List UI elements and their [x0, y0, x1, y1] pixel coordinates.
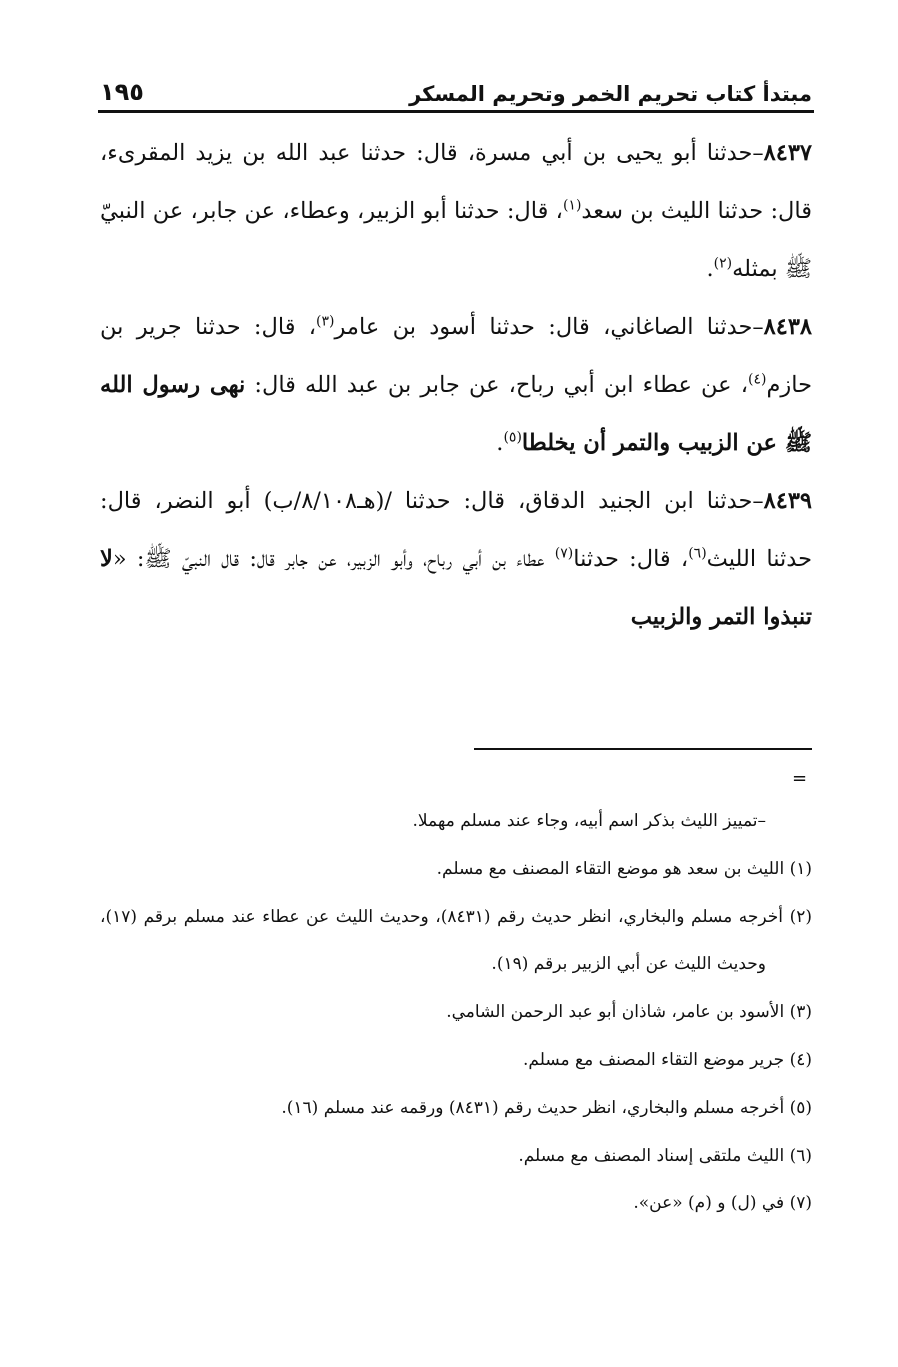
hadith-8439 — [100, 472, 812, 646]
hadith-number: ٨٤٣٨ — [763, 314, 812, 340]
footnote-ref[interactable]: (٣) — [316, 313, 335, 330]
hadith-8437 — [100, 124, 812, 298]
footnote-5: (٥) أخرجه مسلم والبخاري، انظر حديث رقم (٨٤٣١) ورقمه عند مسلم (١٦). — [281, 1097, 812, 1118]
hadith-text: ، قال: حدثنا — [573, 546, 689, 572]
hadith-text: –حدثنا الصاغاني، قال: حدثنا أسود بن عامر — [334, 314, 764, 340]
hadith-text: ، قال: حدثنا جرير بن حازم — [100, 314, 812, 398]
hadith-text: –حدثنا ابن الجنيد الدقاق، قال: حدثنا /(هـ٨/١٠٨/ب) أبو النضر، قال: حدثنا الليث — [100, 488, 812, 572]
hadith-text: ، قال: حدثنا أبو الزبير، وعطاء، عن جابر، عن النبيّ ﷺ بمثله — [100, 198, 812, 282]
running-header — [100, 66, 812, 106]
footnote-6: (٦) الليث ملتقى إسناد المصنف مع مسلم. — [518, 1145, 812, 1166]
hadith-number: ٨٤٣٧ — [763, 140, 812, 166]
footnote-ref[interactable]: (٧) — [554, 545, 574, 562]
footnote-ref[interactable]: (٢) — [713, 255, 733, 272]
footnote-3: (٣) الأسود بن عامر، شاذان أبو عبد الرحمن الشامي. — [446, 1002, 812, 1023]
page-number: ١٩٥ — [100, 78, 144, 106]
footnote-ref[interactable]: (٤) — [747, 371, 767, 388]
footnotes — [100, 798, 812, 1228]
footnote-ref[interactable]: (١) — [562, 197, 582, 214]
hadith-text: –حدثنا أبو يحيى بن أبي مسرة، قال: حدثنا عبد الله بن يزيد المقرىء، قال: حدثنا الليث بن سعد — [100, 140, 812, 224]
hadith-matn-bold: لا تنبذوا التمر والزبيب — [100, 546, 812, 630]
hadith-text: ، عن عطاء ابن أبي رباح، عن جابر بن عبد الله قال: — [245, 372, 748, 398]
main-text — [100, 124, 812, 646]
footnote-continuation: –تمييز الليث بذكر اسم أبيه، وجاء عند مسلم مهملا. — [412, 811, 766, 831]
footnote-ref[interactable]: (٥) — [503, 429, 522, 446]
continuation-mark: = — [792, 768, 808, 789]
hadith-number: ٨٤٣٩ — [763, 488, 812, 514]
hadith-matn-bold: نهى رسول الله ﷺ عن الزبيب والتمر أن يخلطا — [100, 372, 812, 456]
footnote-ref[interactable]: (٦) — [688, 545, 707, 562]
hadith-text: . — [496, 430, 504, 456]
footnote-1: (١) الليث بن سعد هو موضع التقاء المصنف مع مسلم. — [436, 858, 812, 879]
header-title: مبتدأ كتاب تحريم الخمر وتحريم المسكر — [409, 82, 812, 106]
hadith-text: . — [706, 256, 714, 282]
hadith-text: عطاء بن أبي رباح، وأبو الزبير، عن جابر قال: قال النبيّ ﷺ: « — [112, 546, 555, 572]
footnote-2: (٢) أخرجه مسلم والبخاري، انظر حديث رقم (٨٤٣١)، وحديث الليث عن عطاء عند مسلم برقم (١٧)، وحديث الليث عن أبي الزبير برقم (١٩). — [100, 906, 812, 975]
footnote-7: (٧) في (ل) و (م) «عن». — [633, 1193, 812, 1214]
header-rule — [98, 110, 814, 113]
hadith-8438 — [100, 298, 812, 472]
footnote-4: (٤) جرير موضع التقاء المصنف مع مسلم. — [523, 1049, 812, 1070]
footnote-separator — [474, 748, 812, 750]
